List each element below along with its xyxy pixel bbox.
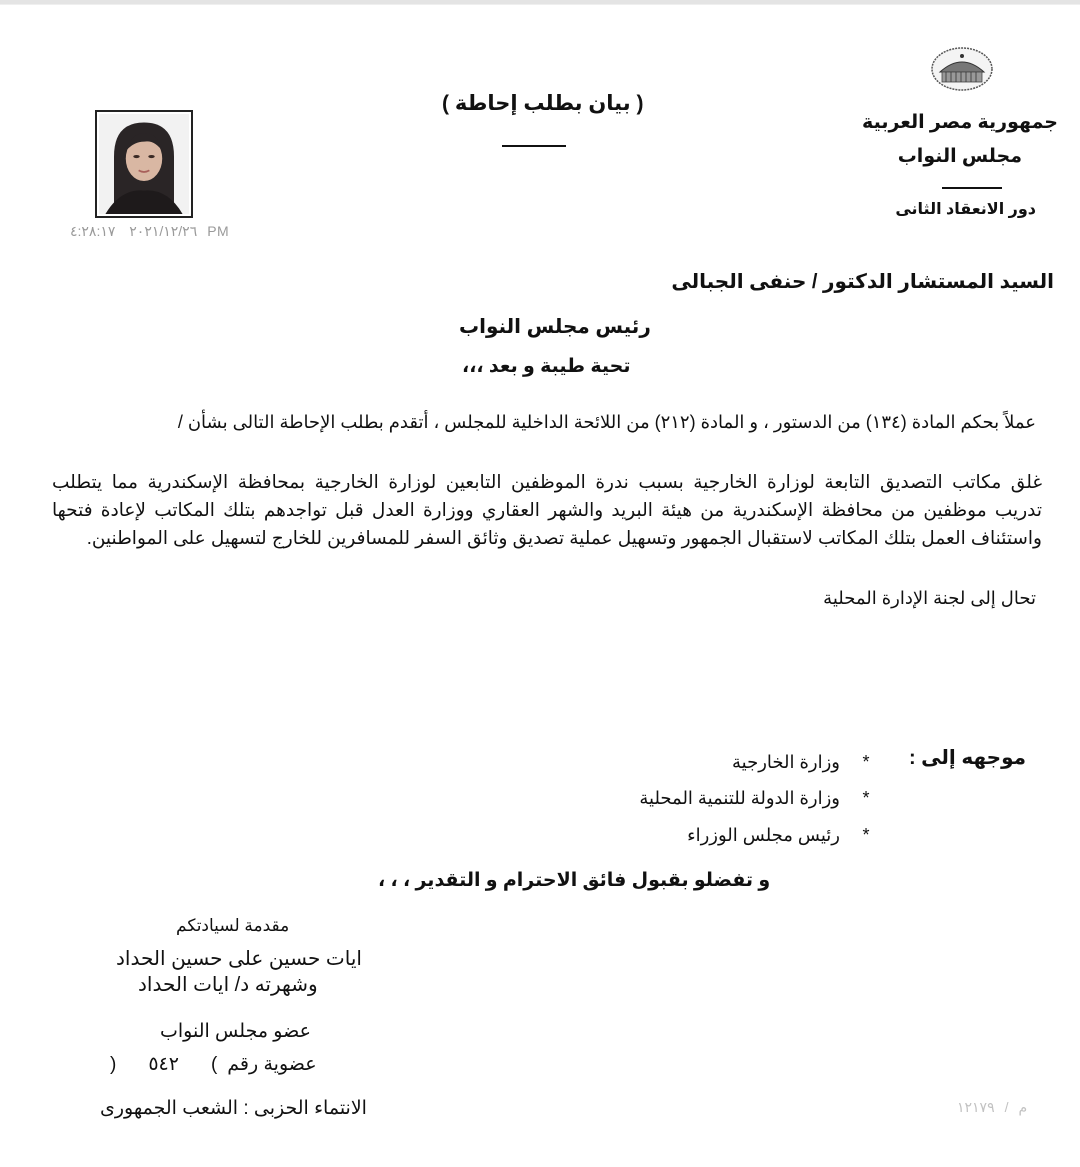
directed-to-label: موجهه إلى : — [908, 747, 1026, 769]
closing-statement: و تفضلو بقبول فائق الاحترام و التقدير ، ، ، — [378, 870, 771, 891]
header-divider — [942, 187, 1002, 189]
reference-number: ١٢١٧٩ — [957, 1099, 995, 1115]
country-name: جمهورية مصر العربية — [862, 112, 1058, 133]
member-full-name: ايات حسين على حسين الحداد — [116, 948, 362, 970]
reference-separator: / — [1004, 1099, 1009, 1115]
recipient-name: رئيس مجلس الوزراء — [687, 825, 840, 845]
document-title: ( بيان بطلب إحاطة ) — [442, 92, 644, 115]
directed-to-item — [732, 752, 872, 773]
submission-timestamp — [60, 223, 239, 240]
submission-date: ٢٠٢١/١٢/٢٦ — [129, 223, 198, 239]
directed-to-item — [687, 825, 872, 846]
membership-open-paren: ( — [210, 1053, 218, 1075]
addressee-name: السيد المستشار الدكتور / حنفى الجبالى — [671, 271, 1054, 293]
portrait-image — [99, 114, 189, 214]
membership-label: عضوية رقم — [227, 1054, 317, 1075]
committee-referral: تحال إلى لجنة الإدارة المحلية — [823, 588, 1036, 608]
submission-time: ٤:٢٨:١٧PM — [70, 223, 230, 239]
session-label: دور الانعقاد الثانى — [895, 201, 1036, 218]
parliament-emblem-icon — [930, 46, 994, 92]
membership-number: ٥٤٢ — [148, 1054, 179, 1075]
document-reference — [957, 1099, 1027, 1116]
recipient-name: وزارة الدولة للتنمية المحلية — [639, 788, 840, 808]
paragraph-line: تدريب موظفين من محافظة الإسكندرية من هيئة البريد والشهر العقاري ووزارة العدل قبل تواجدهم بتلك المكاتب لإعادة فتحها — [52, 499, 1042, 520]
presented-by-label: مقدمة لسيادتكم — [176, 916, 290, 935]
membership-close-paren: ) — [110, 1053, 117, 1075]
membership-number-line — [100, 1053, 317, 1076]
paragraph-line: غلق مكاتب التصديق التابعة لوزارة الخارجية بسبب ندرة الموظفين التابعين لوزارة الخارجية بمحافظة الإسكندرية مما يتطلب — [52, 471, 1042, 492]
bullet-asterisk-icon: * — [862, 788, 870, 808]
paragraph-line: واستئناف العمل بتلك المكاتب لاستقبال الجمهور وتسهيل عملية تصديق وثائق السفر للمسافرين للخارج لتسهيل على المواطنين. — [86, 527, 1042, 548]
party-affiliation: الانتماء الحزبى : الشعب الجمهورى — [100, 1098, 367, 1119]
member-known-as: وشهرته د/ ايات الحداد — [138, 974, 318, 996]
directed-to-item — [639, 788, 872, 809]
recipient-name: وزارة الخارجية — [732, 752, 840, 772]
title-underline — [502, 145, 566, 147]
reference-prefix: م — [1018, 1099, 1028, 1115]
addressee-position: رئيس مجلس النواب — [459, 316, 651, 338]
top-edge-bar — [0, 0, 1080, 5]
bullet-asterisk-icon: * — [862, 752, 870, 772]
request-body-paragraph — [52, 468, 1042, 552]
bullet-asterisk-icon: * — [862, 825, 870, 845]
member-photo — [95, 110, 193, 218]
institution-name: مجلس النواب — [897, 146, 1022, 167]
greeting: تحية طيبة و بعد ،،، — [462, 356, 631, 377]
member-role: عضو مجلس النواب — [160, 1021, 311, 1042]
intro-statement: عملاً بحكم المادة (١٣٤) من الدستور ، و المادة (٢١٢) من اللائحة الداخلية للمجلس ، أتقدم بطلب الإحاطة التالى بشأن / — [177, 412, 1036, 432]
